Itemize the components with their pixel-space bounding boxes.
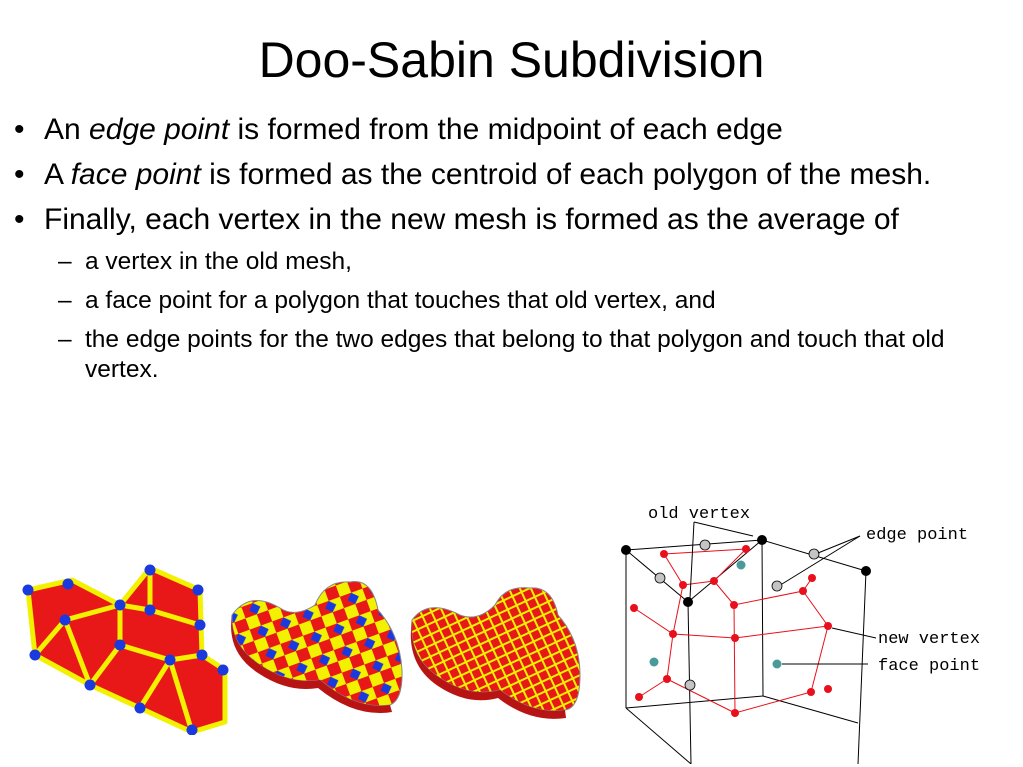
sub-bullet-mark: – [58, 287, 72, 314]
bullet-item [14, 112, 1004, 148]
bullet-mark: • [14, 203, 25, 236]
bullet-text-pre: A [44, 158, 71, 191]
bullet-item [14, 157, 1004, 193]
label-new-vertex: new vertex [878, 630, 981, 649]
sub-bullet-item [58, 325, 1004, 385]
sub-bullet-text: the edge points for the two edges that belong to that polygon and touch that old vertex. [85, 326, 945, 383]
bullet-text-post: is formed from the midpoint of each edge [229, 113, 783, 146]
edge-points [655, 540, 819, 690]
subdivided-mesh-level-1 [231, 582, 402, 713]
sub-bullet-item [58, 286, 1004, 316]
bullet-text-post: is formed as the centroid of each polygon of the mesh. [200, 158, 932, 191]
control-mesh [23, 565, 229, 736]
label-edge-point: edge point [866, 526, 969, 545]
bullet-text: Finally, each vertex in the new mesh is formed as the average of [44, 203, 899, 236]
subdivision-meshes-figure [20, 560, 590, 735]
slide-title: Doo-Sabin Subdivision [258, 32, 765, 88]
sub-bullet-item [58, 247, 1004, 277]
new-vertices [630, 545, 832, 717]
bullet-text-pre: An [44, 113, 90, 146]
bullet-mark: • [14, 158, 25, 191]
subdivided-mesh-level-2 [411, 588, 580, 719]
sub-bullet-mark: – [58, 326, 72, 353]
bullet-mark: • [14, 113, 25, 146]
bullet-term: edge point [89, 113, 230, 146]
bullet-term: face point [70, 158, 201, 191]
bullet-item [14, 202, 1004, 238]
label-face-point: face point [878, 657, 981, 676]
label-old-vertex: old vertex [648, 505, 751, 524]
face-points [650, 561, 782, 669]
sub-bullet-text: a face point for a polygon that touches that old vertex, and [85, 287, 716, 314]
bullet-list [14, 112, 1004, 394]
sub-bullet-text: a vertex in the old mesh, [85, 248, 352, 275]
sub-bullet-mark: – [58, 248, 72, 275]
doo-sabin-diagram [596, 498, 1018, 764]
